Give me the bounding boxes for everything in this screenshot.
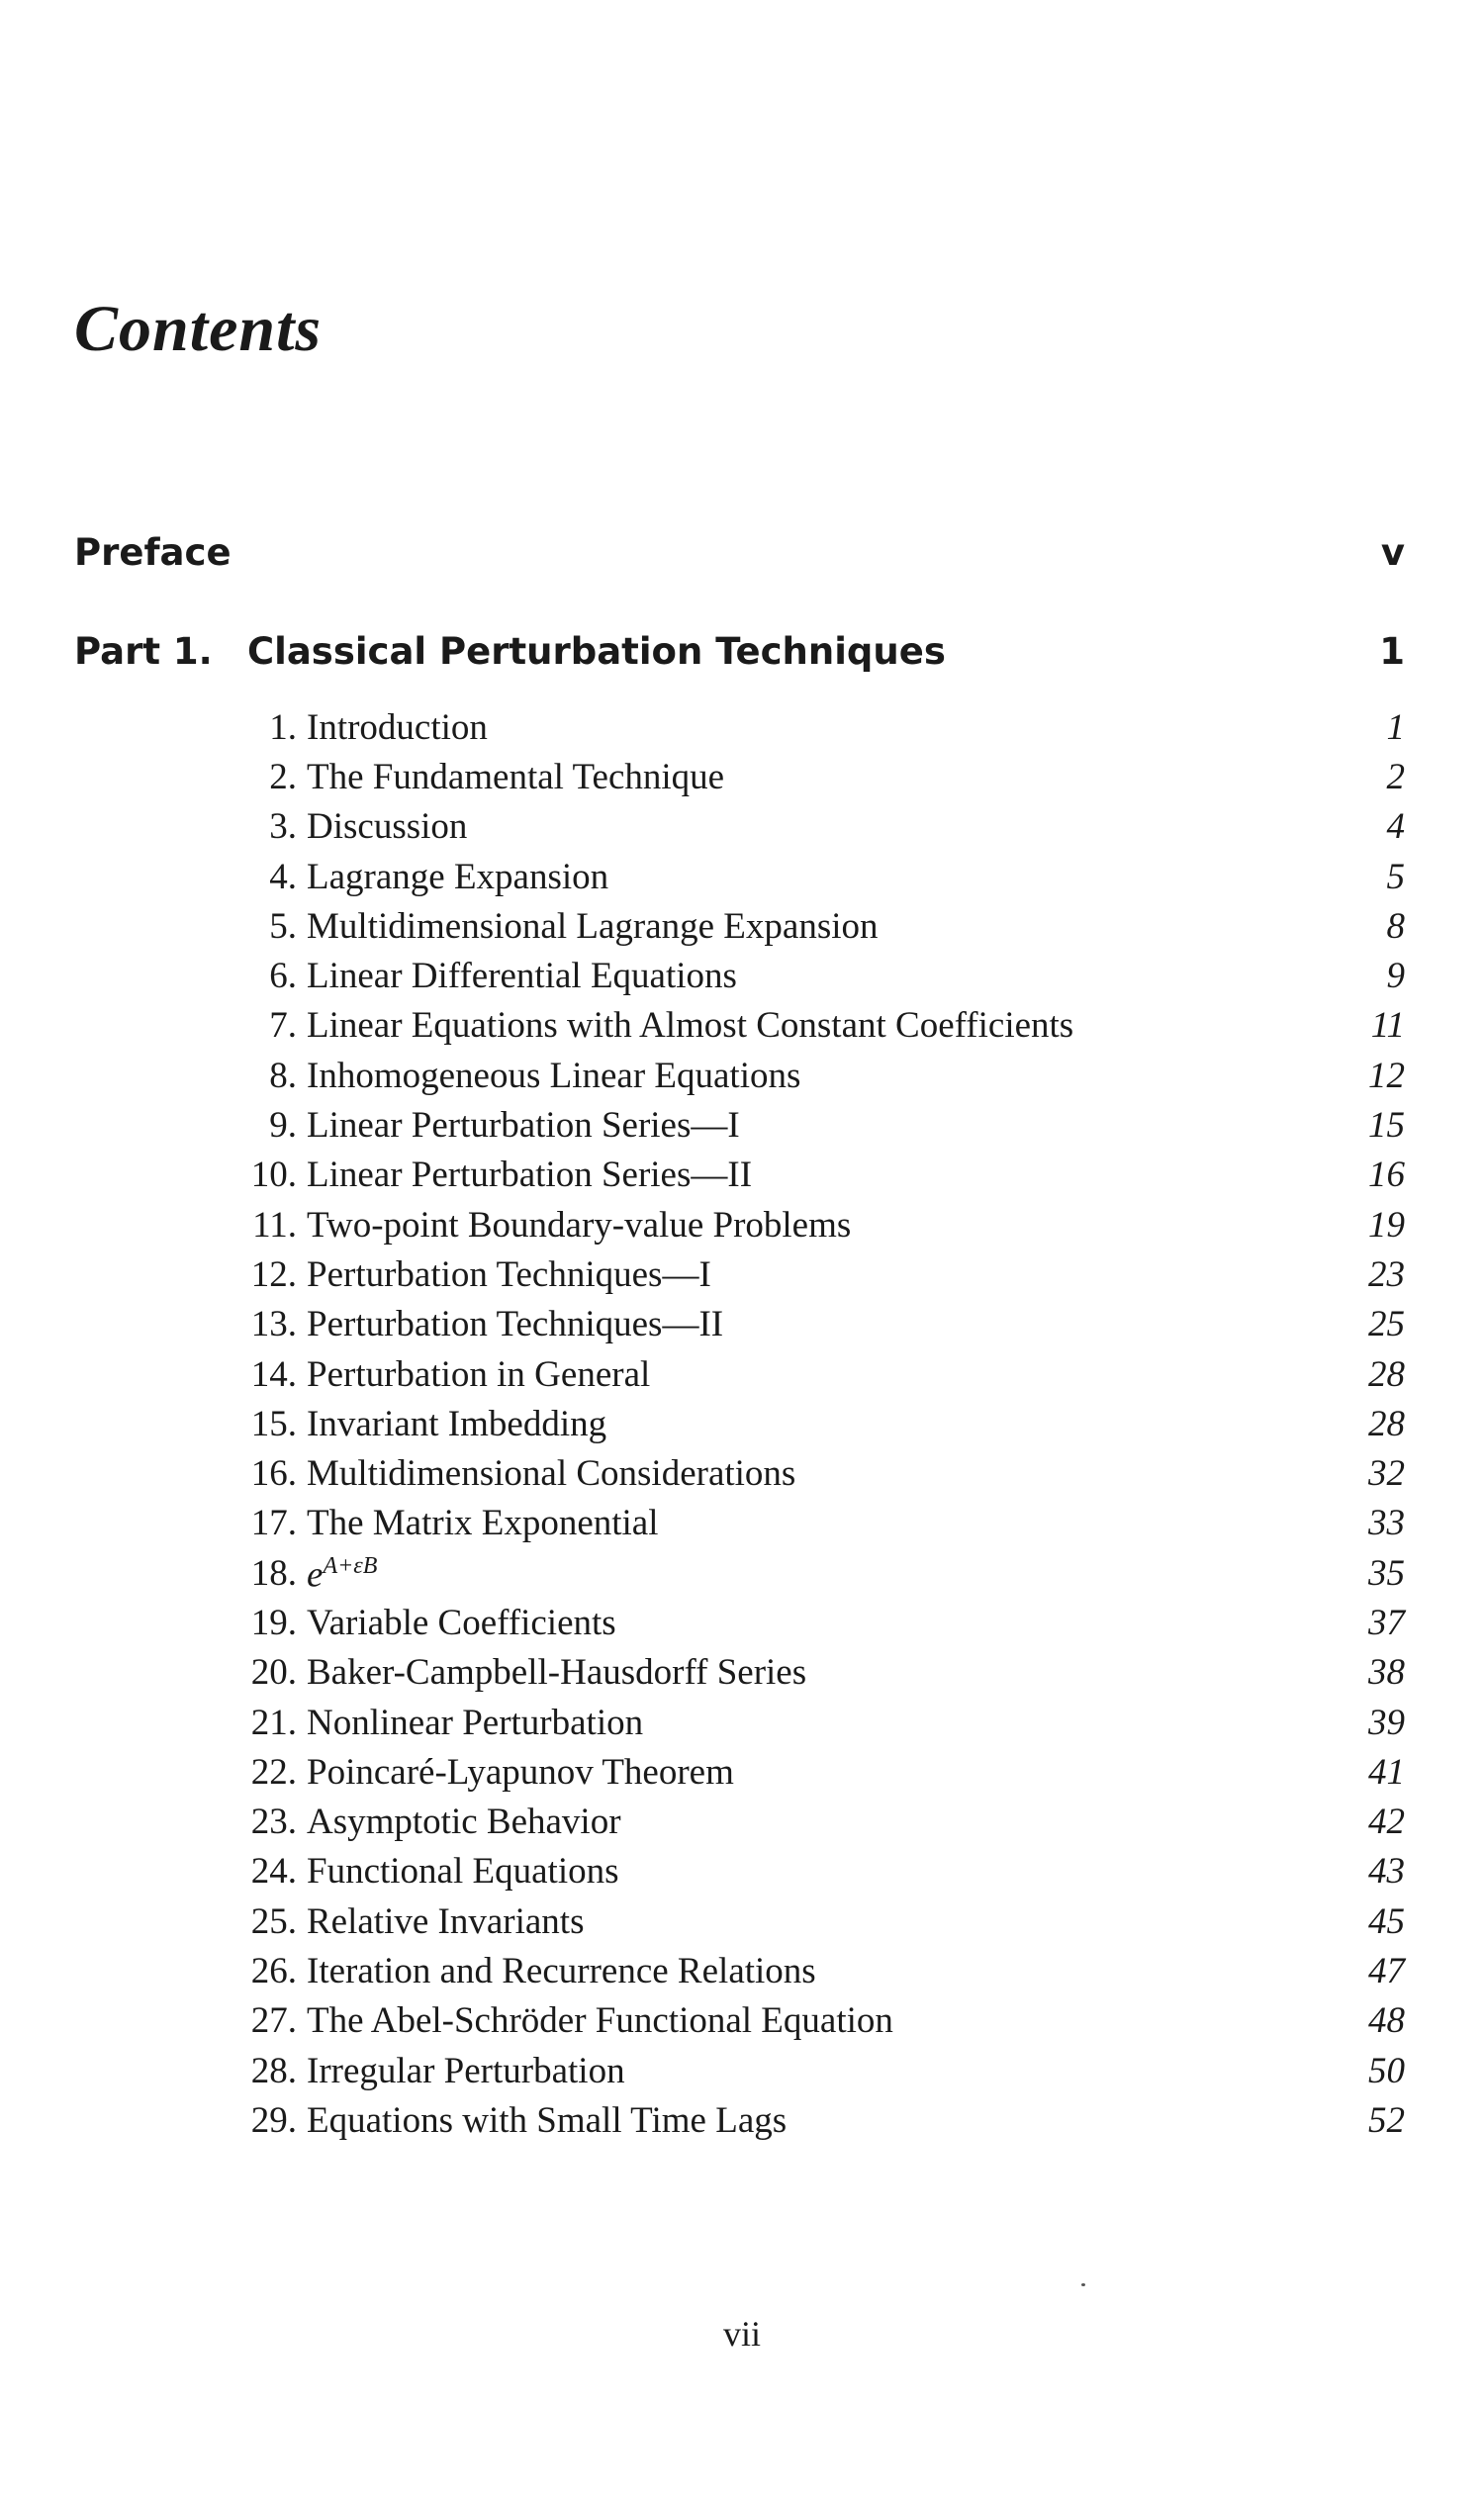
toc-entry-title: Perturbation Techniques—I	[307, 1253, 711, 1295]
toc-entry-page: 4	[1386, 806, 1405, 848]
toc-entry-title: Poincaré-Lyapunov Theorem	[307, 1751, 734, 1793]
toc-entry-title: Inhomogeneous Linear Equations	[307, 1055, 801, 1096]
toc-entry	[218, 1896, 1405, 1946]
toc-entry-number: 27.	[250, 2000, 297, 2042]
toc-entry-page: 42	[1368, 1802, 1405, 1843]
toc-entry-title: Relative Invariants	[307, 1900, 585, 1942]
toc-entry-page: 45	[1368, 1900, 1405, 1942]
toc-entry-page: 35	[1368, 1552, 1405, 1594]
toc-entry-page: 50	[1368, 2050, 1405, 2091]
toc-entry	[218, 1946, 1405, 1995]
part-title: Classical Perturbation Techniques	[247, 630, 946, 673]
toc-entry-number: 4.	[269, 856, 297, 897]
toc-entry	[218, 1996, 1405, 2046]
toc-entry	[218, 1448, 1405, 1498]
toc-entry	[218, 951, 1405, 1000]
toc-entry	[218, 802, 1405, 852]
toc-entry-number: 17.	[250, 1503, 297, 1544]
page-title: Contents	[74, 293, 323, 365]
toc-entry-page: 48	[1368, 2000, 1405, 2042]
toc-entry-title: Multidimensional Lagrange Expansion	[307, 905, 879, 947]
toc-entry-page: 28	[1368, 1353, 1405, 1395]
toc-entry-page: 23	[1368, 1253, 1405, 1295]
toc-entry	[218, 852, 1405, 901]
toc-entry-page: 43	[1368, 1851, 1405, 1893]
toc-entry-number: 1.	[269, 706, 297, 748]
toc-entry-title: Perturbation in General	[307, 1353, 651, 1395]
toc-entry-number: 21.	[250, 1702, 297, 1743]
toc-entry-title	[297, 1554, 1326, 1593]
toc-entry-number: 20.	[250, 1652, 297, 1694]
toc-entry-title: Linear Perturbation Series—II	[307, 1155, 753, 1196]
toc-entry	[218, 1698, 1405, 1747]
toc-entry-number: 5.	[269, 905, 297, 947]
toc-entry-page: 2	[1386, 756, 1405, 797]
toc-entry	[218, 1200, 1405, 1249]
toc-entry-number: 16.	[250, 1453, 297, 1495]
toc-entry-title: Introduction	[307, 706, 488, 748]
part-label: Part 1.	[74, 630, 213, 673]
toc-entry-number: 23.	[250, 1802, 297, 1843]
toc-entry-title: Iteration and Recurrence Relations	[307, 1951, 816, 1992]
toc-entry-number: 2.	[269, 756, 297, 797]
toc-entry-number: 24.	[250, 1851, 297, 1893]
toc-entry	[218, 1100, 1405, 1150]
toc-entry-page: 5	[1386, 856, 1405, 897]
toc-entry	[218, 901, 1405, 951]
toc-entry-title: Asymptotic Behavior	[307, 1802, 621, 1843]
toc-entry-page: 37	[1368, 1602, 1405, 1643]
toc-entry	[218, 1548, 1405, 1598]
toc-entry-page: 52	[1368, 2099, 1405, 2141]
toc-entry-title: Invariant Imbedding	[307, 1403, 607, 1444]
toc-entry	[218, 1051, 1405, 1100]
toc-entry-number: 13.	[250, 1304, 297, 1345]
toc-entry-page: 12	[1368, 1055, 1405, 1096]
toc-entry-page: 28	[1368, 1403, 1405, 1444]
toc-entry-number: 8.	[269, 1055, 297, 1096]
toc-entry	[218, 1399, 1405, 1448]
toc-entry-number: 7.	[269, 1005, 297, 1047]
toc-entry	[218, 1249, 1405, 1299]
toc-entry-number: 22.	[250, 1751, 297, 1793]
toc-entry-number: 10.	[250, 1155, 297, 1196]
toc-entry-title: Lagrange Expansion	[307, 856, 609, 897]
toc-entry-number: 29.	[250, 2099, 297, 2141]
toc-entry-page: 9	[1386, 956, 1405, 997]
toc-entry-page: 8	[1386, 905, 1405, 947]
preface-label: Preface	[74, 531, 232, 574]
toc-entry-page: 39	[1368, 1702, 1405, 1743]
toc-entry-number: 3.	[269, 806, 297, 848]
toc-entry-number: 11.	[252, 1204, 297, 1246]
toc-entry-page: 19	[1368, 1204, 1405, 1246]
toc-entry-number: 26.	[250, 1951, 297, 1992]
toc-entry	[218, 1798, 1405, 1847]
toc-entry	[218, 1151, 1405, 1200]
toc-entry-number: 15.	[250, 1403, 297, 1444]
toc-entry-number: 25.	[250, 1900, 297, 1942]
toc-entry-title: Multidimensional Considerations	[307, 1453, 796, 1495]
preface-page: v	[1380, 531, 1405, 574]
toc-entry-title: Equations with Small Time Lags	[307, 2099, 788, 2141]
toc-entry-page: 1	[1386, 706, 1405, 748]
toc-entry-title: Perturbation Techniques—II	[307, 1304, 724, 1345]
toc-entry-number: 12.	[250, 1253, 297, 1295]
page-number: vii	[722, 2314, 761, 2354]
toc-entry	[218, 1499, 1405, 1548]
toc-entry	[218, 1747, 1405, 1797]
toc-entry-title: The Matrix Exponential	[307, 1503, 659, 1544]
toc-entry-title: Linear Perturbation Series—I	[307, 1105, 740, 1147]
toc-entry-page: 38	[1368, 1652, 1405, 1694]
toc-entry-title: Linear Equations with Almost Constant Coefficients	[307, 1005, 1074, 1047]
toc-entry-number: 18.	[250, 1552, 297, 1594]
toc-entry	[218, 2095, 1405, 2145]
toc-entry	[218, 1300, 1405, 1349]
math-base: e	[307, 1553, 324, 1595]
toc-entry-title: The Abel-Schröder Functional Equation	[307, 2000, 893, 2042]
toc-entry	[218, 1001, 1405, 1051]
toc-entry-page: 25	[1368, 1304, 1405, 1345]
toc-entry	[218, 1349, 1405, 1399]
page-speck	[1081, 2283, 1085, 2286]
toc-entry-title: Irregular Perturbation	[307, 2050, 625, 2091]
toc-entry-page: 15	[1368, 1105, 1405, 1147]
toc-entry-number: 9.	[269, 1105, 297, 1147]
toc-entry	[218, 1648, 1405, 1698]
toc-entry-title: Two-point Boundary-value Problems	[307, 1204, 852, 1246]
toc-entry-number: 28.	[250, 2050, 297, 2091]
toc-entry-title: Functional Equations	[307, 1851, 619, 1893]
toc-entry-page: 16	[1368, 1155, 1405, 1196]
math-exponent: A+εB	[323, 1552, 378, 1579]
toc-entry-page: 41	[1368, 1751, 1405, 1793]
toc-entry-title: Baker-Campbell-Hausdorff Series	[307, 1652, 807, 1694]
toc-entry-page: 32	[1368, 1453, 1405, 1495]
toc-entry-page: 11	[1370, 1005, 1405, 1047]
toc-entry-title: Variable Coefficients	[307, 1602, 616, 1643]
toc-entry-page: 33	[1368, 1503, 1405, 1544]
toc-entry-page: 47	[1368, 1951, 1405, 1992]
toc-entry-title: Nonlinear Perturbation	[307, 1702, 644, 1743]
toc-entry-number: 14.	[250, 1353, 297, 1395]
part-page: 1	[1379, 630, 1405, 673]
toc-entry-title: Discussion	[307, 806, 468, 848]
toc-entry-title: The Fundamental Technique	[307, 756, 725, 797]
toc-entry-number: 6.	[269, 956, 297, 997]
toc-list	[218, 702, 1405, 2146]
toc-entry-number: 19.	[250, 1602, 297, 1643]
toc-entry	[218, 1847, 1405, 1896]
toc-entry-title: Linear Differential Equations	[307, 956, 737, 997]
toc-entry	[218, 702, 1405, 752]
toc-entry	[218, 2046, 1405, 2095]
toc-entry	[218, 752, 1405, 801]
toc-entry	[218, 1598, 1405, 1647]
